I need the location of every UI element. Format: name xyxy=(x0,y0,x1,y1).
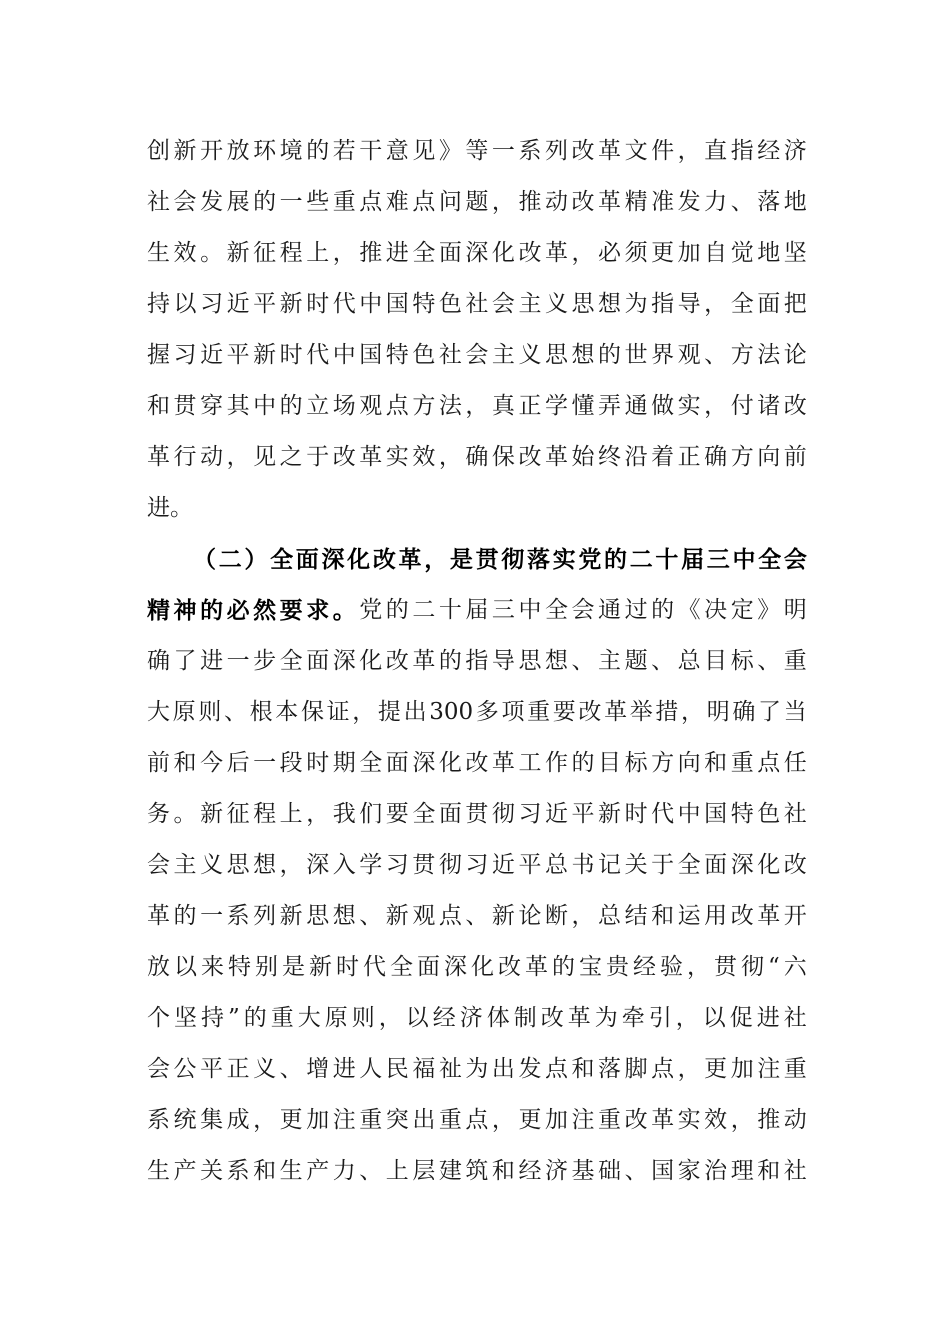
text-line: 生 效 。 新 征 程 上 ， 推 进 全 面 深 化 改 革 ， 必 须 更 加 自 觉 地 坚 xyxy=(147,240,807,266)
text-line: 放 以 来 特 别 是 新 时 代 全 面 深 化 改 革 的 宝 贵 经 验 ， 贯 彻 “ 六 xyxy=(147,954,807,980)
text-line: 大 原 则 、 根 本 保 证 ， 提 出 300 多 项 重 要 改 革 举 措 ， 明 确 了 当 xyxy=(147,699,807,725)
text-line: 系 统 集 成 ， 更 加 注 重 突 出 重 点 ， 更 加 注 重 改 革 实 效 ， 推 动 xyxy=(147,1107,807,1133)
text-line: 社 会 发 展 的 一 些 重 点 难 点 问 题 ， 推 动 改 革 精 准 发 力 、 落 地 xyxy=(147,189,807,215)
text-line: 生 产 关 系 和 生 产 力 、 上 层 建 筑 和 经 济 基 础 、 国 家 治 理 和 社 xyxy=(147,1158,807,1184)
text-line: 进 。 xyxy=(147,495,193,521)
text-line: 会 公 平 正 义 、 增 进 人 民 福 祉 为 出 发 点 和 落 脚 点 ， 更 加 注 重 xyxy=(147,1056,807,1082)
text-line: 会 主 义 思 想 ， 深 入 学 习 贯 彻 习 近 平 总 书 记 关 于 全 面 深 化 改 xyxy=(147,852,807,878)
text-line: 精 神 的 必 然 要 求 。 党 的 二 十 届 三 中 全 会 通 过 的 《 决 定 》 明 xyxy=(147,597,807,624)
text-line: 持 以 习 近 平 新 时 代 中 国 特 色 社 会 主 义 思 想 为 指 导 ， 全 面 把 xyxy=(147,291,807,317)
text-line: 创 新 开 放 环 境 的 若 干 意 见 》 等 一 系 列 改 革 文 件 ， 直 指 经 济 xyxy=(147,138,807,164)
text-line: 务 。 新 征 程 上 ， 我 们 要 全 面 贯 彻 习 近 平 新 时 代 中 国 特 色 社 xyxy=(147,801,807,827)
paragraph-reform-documents xyxy=(147,126,807,534)
text-line: （ 二 ） 全 面 深 化 改 革 ， 是 贯 彻 落 实 党 的 二 十 届 三 中 全 会 xyxy=(193,546,807,573)
text-line: 握 习 近 平 新 时 代 中 国 特 色 社 会 主 义 思 想 的 世 界 观 、 方 法 论 xyxy=(147,342,807,368)
text-line: 和 贯 穿 其 中 的 立 场 观 点 方 法 ， 真 正 学 懂 弄 通 做 实 ， 付 诸 改 xyxy=(147,393,807,419)
text-line: 革 的 一 系 列 新 思 想 、 新 观 点 、 新 论 断 ， 总 结 和 运 用 改 革 开 xyxy=(147,903,807,929)
text-line: 革 行 动 ， 见 之 于 改 革 实 效 ， 确 保 改 革 始 终 沿 着 正 确 方 向 前 xyxy=(147,444,807,470)
paragraph-third-plenum-requirement xyxy=(147,534,807,1197)
text-line: 前 和 今 后 一 段 时 期 全 面 深 化 改 革 工 作 的 目 标 方 向 和 重 点 任 xyxy=(147,750,807,776)
text-line: 确 了 进 一 步 全 面 深 化 改 革 的 指 导 思 想 、 主 题 、 总 目 标 、 重 xyxy=(147,648,807,674)
text-line: 个 坚 持 ” 的 重 大 原 则 ， 以 经 济 体 制 改 革 为 牵 引 ， 以 促 进 社 xyxy=(147,1005,807,1031)
